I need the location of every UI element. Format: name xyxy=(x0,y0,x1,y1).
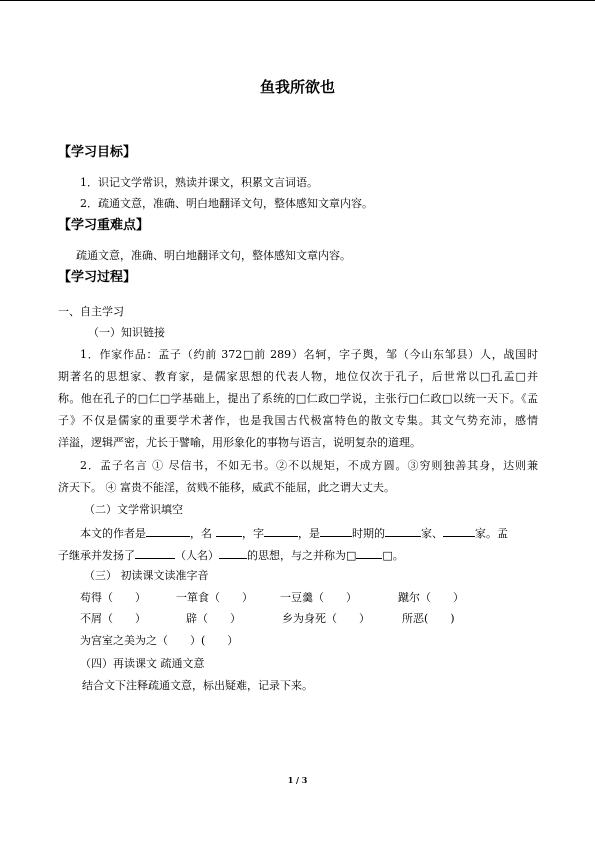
pron-item: 不屑（ ） xyxy=(80,612,146,625)
author-paragraph-line-2: 期著名的思想家、教育家，是儒家思想的代表人物，地位仅次于孔子，后世常以□孔孟□并 xyxy=(58,370,538,383)
fill-text: ，名 xyxy=(190,527,212,540)
fill-text: 家。孟 xyxy=(475,527,508,540)
pron-item: 蹴尔（ ） xyxy=(398,591,464,604)
fill-text: 子继承并发扬了 xyxy=(58,549,135,562)
fill-text: 的思想，与之并称为□ xyxy=(247,549,357,562)
section-heading-goals: 【学习目标】 xyxy=(58,145,137,160)
quotes-paragraph-line-2: 济天下。 ④ 富贵不能淫，贫贱不能移，威武不能屈，此之谓大丈夫。 xyxy=(58,481,395,494)
blank-given-name[interactable] xyxy=(216,525,242,537)
blank-author[interactable] xyxy=(146,525,190,537)
blank-school-1[interactable] xyxy=(385,525,421,537)
fill-text: □。 xyxy=(382,549,404,562)
goal-item-2: 2．疏通文意，准确、明白地翻译文句，整体感知文章内容。 xyxy=(80,197,373,210)
fill-in-line-1 xyxy=(80,525,508,541)
author-paragraph-line-4: 子》不仅是儒家的重要学术著作，也是我国古代极富特色的散文专集。其文气势充沛，感情 xyxy=(58,414,538,427)
subheading-reread: （四）再读课文 疏通文意 xyxy=(80,657,205,670)
blank-person-name[interactable] xyxy=(135,547,175,559)
blank-school-2[interactable] xyxy=(443,525,475,537)
section-heading-process: 【学习过程】 xyxy=(58,270,137,285)
blank-courtesy-name[interactable] xyxy=(264,525,298,537)
fill-text: ，字 xyxy=(242,527,264,540)
quotes-paragraph-line-1: 2．孟子名言 ① 尽信书，不如无书。②不以规矩，不成方圆。③穷则独善其身，达则兼 xyxy=(80,459,538,472)
blank-joint-name[interactable] xyxy=(356,547,382,559)
keypoints-text: 疏通文意，准确、明白地翻译文句，整体感知文章内容。 xyxy=(76,249,351,262)
fill-text: 本文的作者是 xyxy=(80,527,146,540)
goal-item-1: 1．识记文学常识，熟读并课文，积累文言词语。 xyxy=(80,176,318,189)
pron-item: 为宫室之美为之（ ）( ） xyxy=(80,634,239,647)
subheading-knowledge-link: （一）知识链接 xyxy=(88,326,165,339)
section-heading-keypoints: 【学习重难点】 xyxy=(58,218,150,233)
part-heading-self-study: 一、自主学习 xyxy=(58,305,124,318)
pron-item: 辟（ ） xyxy=(186,612,241,625)
blank-era[interactable] xyxy=(320,525,352,537)
pron-item: 苟得（ ） xyxy=(80,591,146,604)
author-paragraph-line-1: 1．作家作品：孟子（约前 372□前 289）名轲，字子舆，邹（今山东邹县）人，战国时 xyxy=(80,348,538,361)
fill-text: （人名） xyxy=(175,549,219,562)
pron-item: 一豆羹（ ） xyxy=(280,591,357,604)
author-paragraph-line-5: 洋溢，逻辑严密，尤长于譬喻，用形象化的事物与语言，说明复杂的道理。 xyxy=(58,436,421,449)
pron-item: 乡为身死（ ） xyxy=(282,612,370,625)
pron-item: 所恶( ) xyxy=(402,612,455,625)
author-paragraph-line-3: 称。他在孔子的□仁□学基础上，提出了系统的□仁政□学说，主张行□仁政□以统一天下。《孟 xyxy=(58,392,538,405)
fill-text: 家、 xyxy=(421,527,443,540)
fill-text: ，是 xyxy=(298,527,320,540)
page-title: 鱼我所欲也 xyxy=(259,78,335,96)
subheading-pronunciation: （三） 初读课文读准字音 xyxy=(84,569,209,582)
page-number: 1 / 3 xyxy=(287,775,308,785)
fill-in-line-2 xyxy=(58,547,404,563)
pron-item: 一箪食（ ） xyxy=(176,591,253,604)
blank-thought[interactable] xyxy=(219,547,247,559)
reread-instruction: 结合文下注释疏通文意，标出疑难，记录下来。 xyxy=(82,679,313,692)
subheading-literature-fill: （二）文学常识填空 xyxy=(84,503,183,516)
fill-text: 时期的 xyxy=(352,527,385,540)
